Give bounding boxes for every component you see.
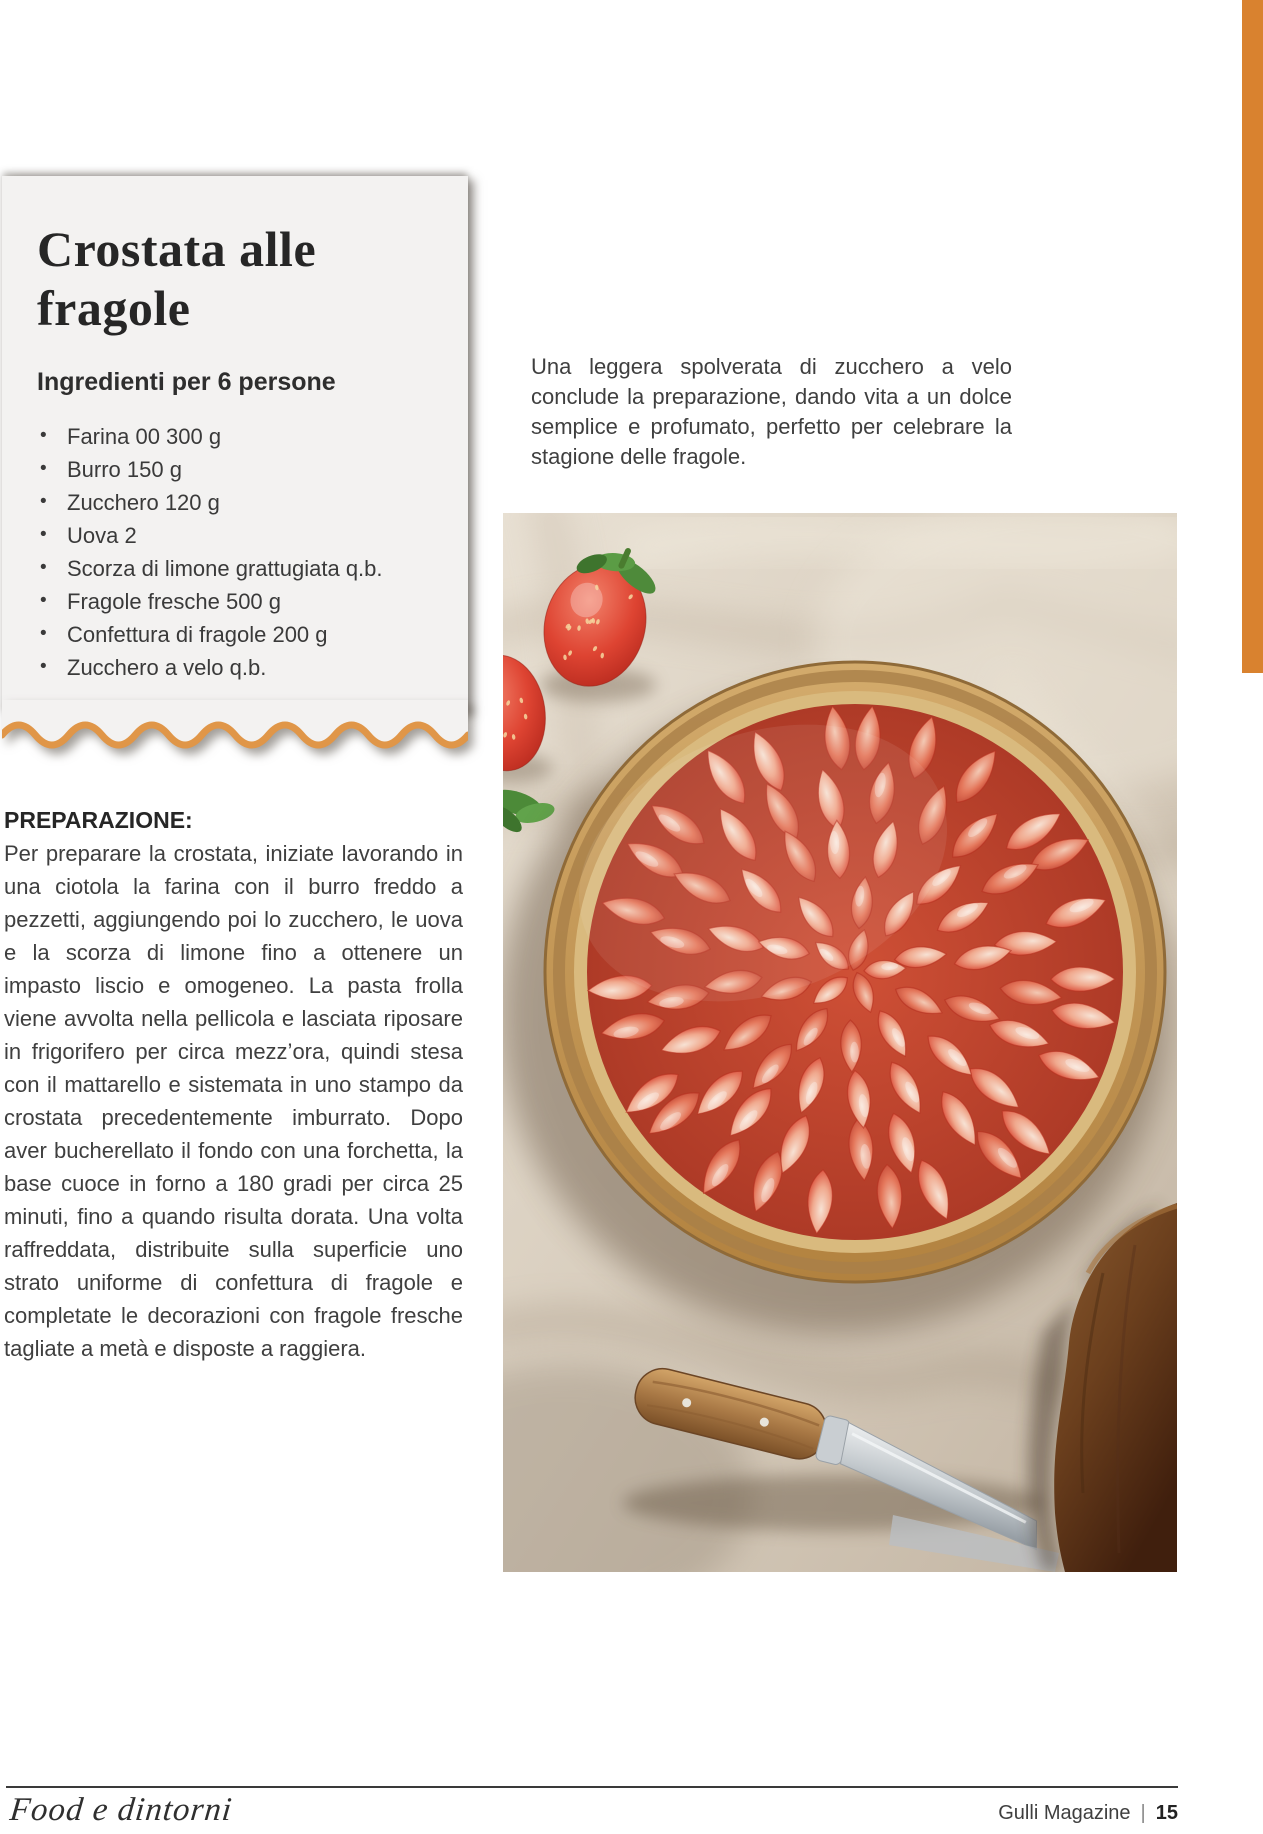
ingredient-item: • Farina 00 300 g (37, 420, 444, 453)
ingredient-item: • Scorza di limone grattugiata q.b. (37, 552, 444, 585)
ingredient-item: • Burro 150 g (37, 453, 444, 486)
servings-heading: Ingredienti per 6 persone (37, 368, 336, 396)
tart-photo (503, 513, 1177, 1572)
page-number: 15 (1155, 1802, 1178, 1824)
preparation-section (4, 804, 463, 1365)
ingredient-item: • Fragole fresche 500 g (37, 585, 444, 618)
recipe-title: Crostata alle fragole (37, 221, 317, 336)
footer-rule (6, 1786, 1178, 1788)
footer-section-name: Food e dintorni (8, 1792, 235, 1828)
footer-separator: | (1140, 1802, 1146, 1824)
intro-paragraph: Una leggera spolverata di zucchero a velo conclude la preparazione, dando vita a un dolce semplice e profumato, perfetto per celebrare la stagione delle fragole. (531, 354, 1012, 469)
ingredient-item: • Confettura di fragole 200 g (37, 618, 444, 651)
recipe-card (2, 176, 468, 716)
accent-bar (1242, 0, 1263, 673)
ingredient-item: • Zucchero a velo q.b. (37, 651, 444, 684)
card-wave-edge (2, 700, 468, 762)
ingredients-list (37, 420, 444, 684)
preparation-heading: PREPARAZIONE: (4, 807, 193, 833)
ingredient-item: • Uova 2 (37, 519, 444, 552)
ingredient-item: • Zucchero 120 g (37, 486, 444, 519)
footer-magazine-info (998, 1802, 1178, 1825)
magazine-name: Gulli Magazine (998, 1802, 1131, 1824)
preparation-body: Per preparare la crostata, iniziate lavorando in una ciotola la farina con il burro freddo a pezzetti, aggiungendo poi lo zucchero, le uova e la scorza di limone fino a ottenere un impasto liscio e omogeneo. La pasta frolla viene avvolta nella pellicola e lasciata riposare in frigorifero per circa mezz’ora, quindi stesa con il mattarello e sistemata in uno stampo da crostata precedentemente imburrato. Dopo aver bucherellato il fondo con una forchetta, la base cuoce in forno a 180 gradi per circa 25 minuti, fino a quando risulta dorata. Una volta raffreddata, distribuite sulla superficie uno strato uniforme di confettura di fragole e completate le decorazioni con fragole fresche tagliate a metà e disposte a raggiera. (4, 841, 463, 1361)
recipe-card-inner (2, 176, 468, 684)
